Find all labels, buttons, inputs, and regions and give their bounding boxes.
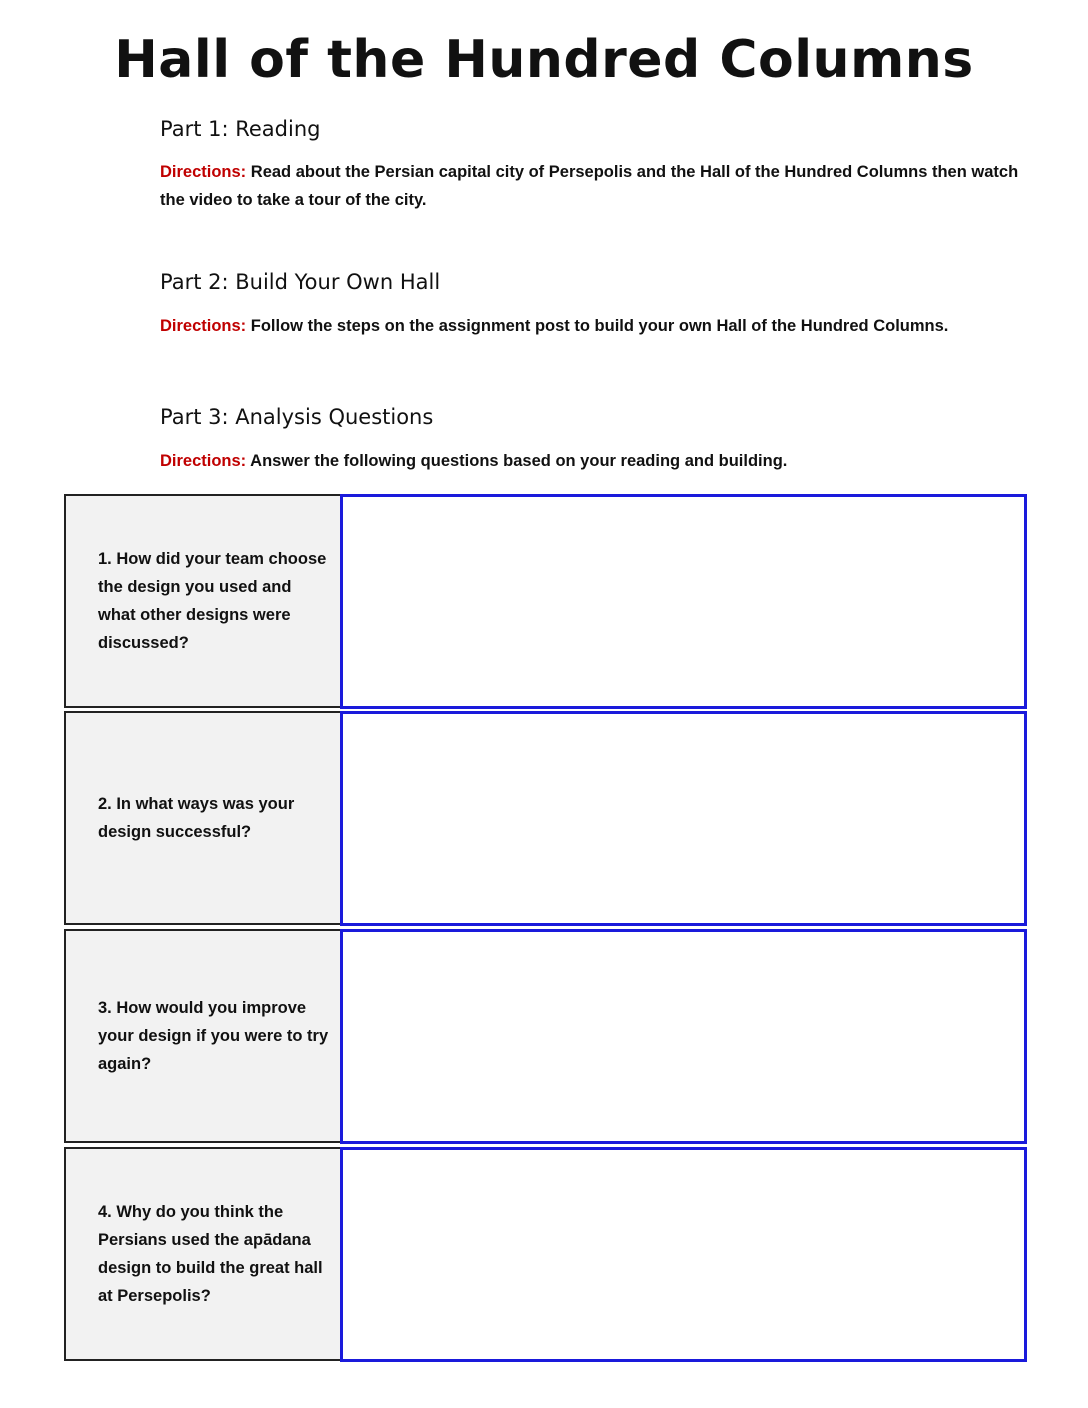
answer-box-1[interactable] bbox=[340, 494, 1027, 709]
question-text: 1. How did your team choose the design you used and what other designs were discussed? bbox=[98, 550, 327, 652]
directions-text: Read about the Persian capital city of Persepolis and the Hall of the Hundred Columns then watch the video to take a tour of the city. bbox=[160, 163, 1019, 209]
question-cell bbox=[64, 494, 342, 708]
question-text: 2. In what ways was your design successful? bbox=[98, 795, 295, 841]
question-row-3 bbox=[64, 929, 1026, 1143]
part-1-directions bbox=[160, 158, 1030, 214]
directions-label: Directions: bbox=[160, 317, 247, 335]
question-row-2 bbox=[64, 711, 1026, 925]
question-row-4 bbox=[64, 1147, 1026, 1361]
answer-box-4[interactable] bbox=[340, 1147, 1027, 1362]
part-3-heading: Part 3: Analysis Questions bbox=[160, 405, 434, 429]
directions-text: Follow the steps on the assignment post to build your own Hall of the Hundred Columns. bbox=[246, 317, 949, 335]
page-title: Hall of the Hundred Columns bbox=[114, 30, 974, 90]
part-3-directions bbox=[160, 447, 1030, 475]
part-1-heading: Part 1: Reading bbox=[160, 117, 321, 141]
part-2-directions bbox=[160, 312, 1030, 340]
question-cell bbox=[64, 929, 342, 1143]
question-text: 3. How would you improve your design if you were to try again? bbox=[98, 999, 329, 1073]
directions-label: Directions: bbox=[160, 452, 247, 470]
part-2-heading: Part 2: Build Your Own Hall bbox=[160, 270, 441, 294]
directions-label: Directions: bbox=[160, 163, 247, 181]
question-cell bbox=[64, 711, 342, 925]
question-cell bbox=[64, 1147, 342, 1361]
directions-text: Answer the following questions based on your reading and building. bbox=[246, 452, 788, 470]
question-text: 4. Why do you think the Persians used the apādana design to build the great hall at Persepolis? bbox=[98, 1203, 323, 1305]
question-row-1 bbox=[64, 494, 1026, 708]
answer-box-2[interactable] bbox=[340, 711, 1027, 926]
answer-box-3[interactable] bbox=[340, 929, 1027, 1144]
